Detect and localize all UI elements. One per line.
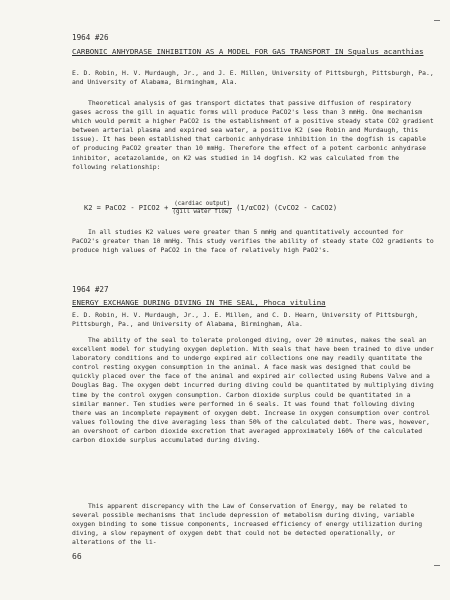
scan-edge-mark (434, 20, 440, 21)
section-number: 1964 #26 (72, 33, 109, 42)
paragraph: Theoretical analysis of gas transport dictates that passive diffusion of respiratory gases across the gill in aquatic forms will produce PaCO2's less than 3 mmHg. One mechanism which would permit a higher PaCO2 is the establishment of a positive steady state CO2 gradient between arterial plasma and expired sea water, a positive K2 (see Robin and Murdaugh, this issue). It has been established that carbonic anhydrase inhibition in the dogfish is capable of producing PaCO2 greater than 10 mmHg. Therefore the effect of a potent carbonic anhydrase inhibitor, acetazolamide, on K2 was studied in 14 dogfish. K2 was calculated from the following relationship: (72, 99, 434, 171)
section-authors: E. D. Robin, H. V. Murdaugh, Jr., and J. E. Millen, University of Pittsburgh, Pittsburgh, Pa., and University of Alabama, Birmingham, Ala. (72, 69, 434, 87)
section-number: 1964 #27 (72, 285, 109, 294)
section-authors: E. D. Robin, H. V. Murdaugh, Jr., J. E. Millen, and C. D. Hearn, University of Pittsburgh, Pittsburgh, Pa., and University of Alabama, Birmingham, Ala. (72, 311, 419, 329)
equation-middle: (1/αCO2) (236, 204, 270, 212)
section-title: ENERGY EXCHANGE DURING DIVING IN THE SEAL, Phoca vitulina (72, 298, 326, 307)
equation-rhs: (CvCO2 - CaCO2) (273, 204, 338, 212)
section-title: CARBONIC ANHYDRASE INHIBITION AS A MODEL FOR GAS TRANSPORT IN Squalus acanthias (72, 47, 424, 56)
scan-edge-mark (434, 565, 440, 566)
equation-fraction (172, 201, 232, 216)
equation-numerator: (cardiac output) (174, 200, 231, 207)
equation-lhs: K2 = PaCO2 - PICO2 + (84, 204, 169, 212)
page-number: 66 (72, 552, 82, 561)
equation-denominator: (gill water flow) (172, 208, 232, 215)
paragraph: The ability of the seal to tolerate prolonged diving, over 20 minutes, makes the seal an excellent model for studying oxygen depletion. With seals that have been trained to dive under laboratory conditions and to undergo expired air collections one may readily quantitate the control resting oxygen consumption in the animal. A face mask was designed that could be quickly placed over the face of the animal and expired air collected using Rubens Valve and a Douglas Bag. The oxygen debt incurred during diving could be quantitated by multiplying diving time by the control oxygen consumption. Carbon dioxide surplus could be quantitated in a similar manner. Ten studies were performed in 6 seals. It was found that following diving there was an incomplete repayment of oxygen debt. Increase in oxygen consumption over control values following the dive averaging less than 50% of the calculated debt. There was, however, an overshoot of carbon dioxide excretion that averaged approximately 160% of the calculated carbon dioxide surplus accumulated during diving. (72, 336, 434, 445)
equation (84, 197, 404, 219)
paragraph: In all studies K2 values were greater than 5 mmHg and quantitatively accounted for PaCO2's greater than 10 mmHg. This study verifies the ability of steady state CO2 gradients to produce high values of PaCO2 in the face of relatively high PaO2's. (72, 228, 434, 255)
paragraph: This apparent discrepancy with the Law of Conservation of Energy, may be related to several possible mechanisms that include depression of metabolism during diving, variable oxygen binding to some tissue components, increased efficiency of energy utilization during diving, a slow repayment of oxygen debt that could not be detected operationally, or alterations of the li- (72, 502, 423, 547)
